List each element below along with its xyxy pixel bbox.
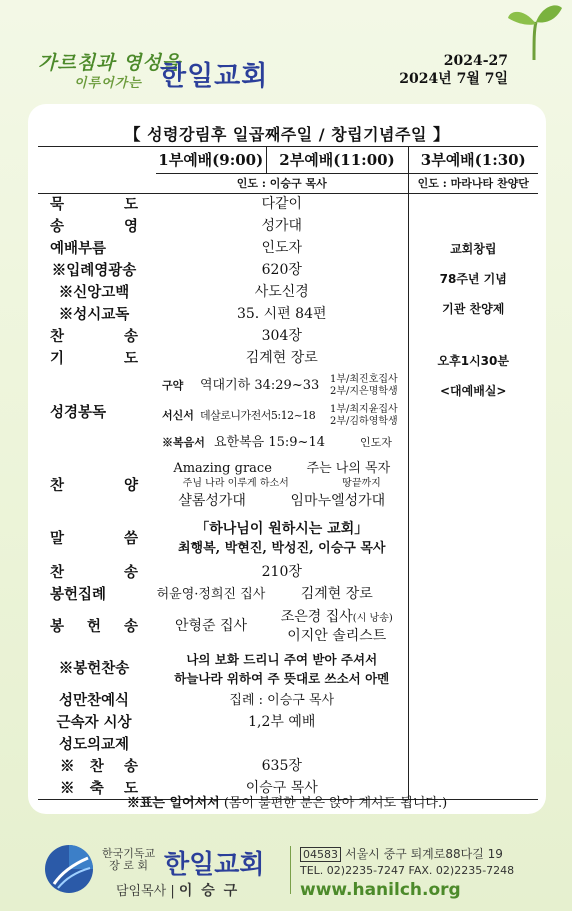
value-entrance-hymn: 620장: [261, 262, 302, 278]
value-responsive-reading: 35. 시편 84편: [236, 306, 327, 322]
label-offering-song: 봉 헌 송: [50, 618, 138, 635]
value-benediction: 이승구 목사: [245, 779, 318, 796]
anthem-choir-1: 샬롬성가대: [178, 493, 246, 509]
old-testament-readers: [330, 374, 398, 398]
third-service-line3: 기관 찬양제: [442, 302, 505, 316]
denomination: [102, 848, 155, 872]
label-creed: ※신앙고백: [58, 284, 130, 301]
third-service-time: 오후1시30분: [437, 354, 509, 368]
reader-1: 1부/최진호집사: [330, 373, 398, 385]
issue-info: [399, 52, 508, 88]
sermon-preachers: 최행복, 박현진, 박성진, 이승구 목사: [178, 540, 386, 556]
reader-2: 2부/지은명학생: [330, 385, 398, 397]
footer-divider: [290, 846, 291, 894]
offering-hymn-lyrics: [156, 648, 408, 690]
column-header-row: [38, 147, 538, 174]
offering-hymn-line1: 나의 보화 드리니 주여 받아 주셔서: [186, 651, 378, 667]
header: [0, 0, 572, 105]
church-logo-name: 한일교회: [160, 61, 269, 92]
reader-3: 1부/최지윤집사: [330, 403, 398, 415]
label-entrance-hymn: ※입례영광송: [51, 262, 137, 279]
label-call-to-worship: 예배부름: [50, 240, 107, 257]
offering-hymn-line2: 하늘나라 위하여 주 뜻대로 쓰소서 아멘: [174, 670, 390, 686]
website-link[interactable]: www.hanilch.org: [300, 880, 461, 900]
value-communion: 집례 : 이승구 목사: [229, 693, 335, 708]
label-communion: 성만찬예식: [58, 692, 130, 709]
label-silent-prayer: 묵 도: [50, 196, 138, 214]
worship-order-table: [38, 146, 538, 800]
offering-prayer-2: 김계현 장로: [300, 586, 373, 602]
value-prayer: 김계현 장로: [245, 350, 318, 366]
value-long-service-award: 1,2부 예배: [248, 714, 316, 730]
footer: [0, 820, 572, 911]
label-hymn: 찬 송: [50, 328, 138, 345]
offering-song-2a: 조은경 집사: [280, 608, 353, 625]
issue-number: 2024-27: [443, 53, 508, 69]
gospel-ref: 요한복음 15:9~14: [214, 435, 325, 450]
service-title: 【 성령강림후 일곱째주일 / 창립기념주일 】: [124, 125, 450, 144]
slogan-line1: 가르침과 영성을: [38, 52, 182, 74]
pastor-name: 이 승 구: [178, 883, 240, 899]
offering-song-2b: 이지안 솔리스트: [287, 627, 387, 644]
anthem-song-1: Amazing grace: [173, 461, 272, 476]
label-prayer: 기 도: [50, 350, 138, 367]
label-offering-prayer: 봉헌집례: [50, 586, 107, 603]
value-silent-prayer: 다같이: [261, 196, 303, 213]
offering-song-2a-note: (시 낭송): [352, 612, 393, 624]
gospel-reader: 인도자: [360, 436, 392, 449]
value-creed: 사도신경: [254, 284, 309, 300]
pastor-title: 담임목사: [116, 884, 167, 899]
church-emblem-icon: [44, 844, 94, 894]
col-third-service: 3부예배(1:30): [408, 147, 538, 174]
scripture-readings: [156, 370, 408, 456]
third-service-place: <대예배실>: [440, 384, 507, 398]
value-hymn: 304장: [261, 328, 302, 344]
label-long-service-award: 근속자 시상: [56, 714, 132, 731]
order-of-worship-card: [28, 104, 546, 814]
sermon-title: 「하나님이 원하시는 교회」: [195, 520, 369, 537]
church-address: [300, 846, 514, 879]
value-call-to-worship: 인도자: [261, 240, 303, 256]
anthem-song-4: 땅끝까지: [342, 478, 381, 489]
value-doxology: 성가대: [261, 218, 303, 234]
label-doxology: 송 영: [50, 218, 138, 235]
footer-church-name: 한일교회: [164, 850, 265, 880]
label-anthem: 찬 양: [50, 477, 138, 494]
leader-row: [38, 174, 538, 194]
sprout-icon: [506, 0, 562, 60]
third-service-line2: 78주년 기념: [439, 272, 507, 286]
old-testament-ref: 역대기하 34:29~33: [200, 378, 320, 393]
denomination-line1: 한국기독교: [102, 847, 156, 860]
label-hymn-2: 찬 송: [50, 564, 138, 581]
phone-fax: TEL. 02)2235-7247 FAX. 02)2235-7248: [300, 864, 515, 877]
label-closing-hymn: ※찬 송: [60, 758, 138, 775]
offering-song-2: [266, 606, 408, 648]
old-testament-tag: 구약: [162, 379, 184, 392]
anthem-choir-2: 임마누엘성가대: [290, 493, 386, 509]
value-hymn-2: 210장: [261, 564, 302, 580]
standing-note-rest: (몸이 불편한 분은 앉아 계셔도 됩니다.): [223, 796, 448, 811]
value-closing-hymn: 635장: [261, 758, 302, 774]
reader-4: 2부/김하영학생: [330, 415, 398, 427]
senior-pastor: 담임목사 | 이 승 구: [116, 883, 240, 899]
third-service-info: [408, 194, 538, 800]
col-second-service: 2부예배(11:00): [266, 147, 408, 174]
offering-song-1: 안형준 집사: [174, 618, 248, 634]
standing-note: [28, 792, 546, 811]
label-offering-hymn: ※봉헌찬송: [58, 660, 130, 677]
slogan-line2: 이루어가는: [74, 76, 142, 91]
issue-date: 2024년 7월 7일: [399, 71, 508, 87]
label-fellowship: 성도의교제: [58, 736, 130, 753]
label-sermon: 말 씀: [50, 530, 138, 547]
label-benediction: ※축 도: [60, 779, 138, 797]
label-scripture: 성경봉독: [50, 404, 107, 421]
third-leader: 인도 : 마라나타 찬양단: [408, 174, 538, 194]
anthem-content: [156, 456, 408, 516]
epistle-readers: [330, 404, 398, 428]
denomination-line2: 장 로 회: [109, 859, 148, 872]
anthem-song-2: 주는 나의 목자: [306, 461, 391, 476]
epistle-tag: 서신서: [162, 409, 194, 422]
row-silent-prayer: [38, 194, 538, 216]
label-responsive-reading: ※성시교독: [58, 306, 130, 323]
sermon-content: [156, 516, 408, 562]
anthem-song-3: 주님 나라 이루게 하소서: [182, 478, 289, 489]
street-address: 서울시 중구 퇴계로88다길 19: [345, 847, 503, 861]
col-first-service: 1부예배(9:00): [156, 147, 266, 174]
third-service-line1: 교회창립: [450, 242, 497, 256]
main-leader: 인도 : 이승구 목사: [236, 177, 327, 190]
standing-note-bold: ※표는 일어서서: [126, 796, 220, 811]
zip-code: 04583: [300, 847, 341, 862]
offering-prayer-1: 허윤영·정희진 집사: [156, 587, 266, 602]
epistle-ref: 데살로니가전서5:12~18: [200, 409, 316, 422]
gospel-tag: ※복음서: [162, 436, 205, 449]
